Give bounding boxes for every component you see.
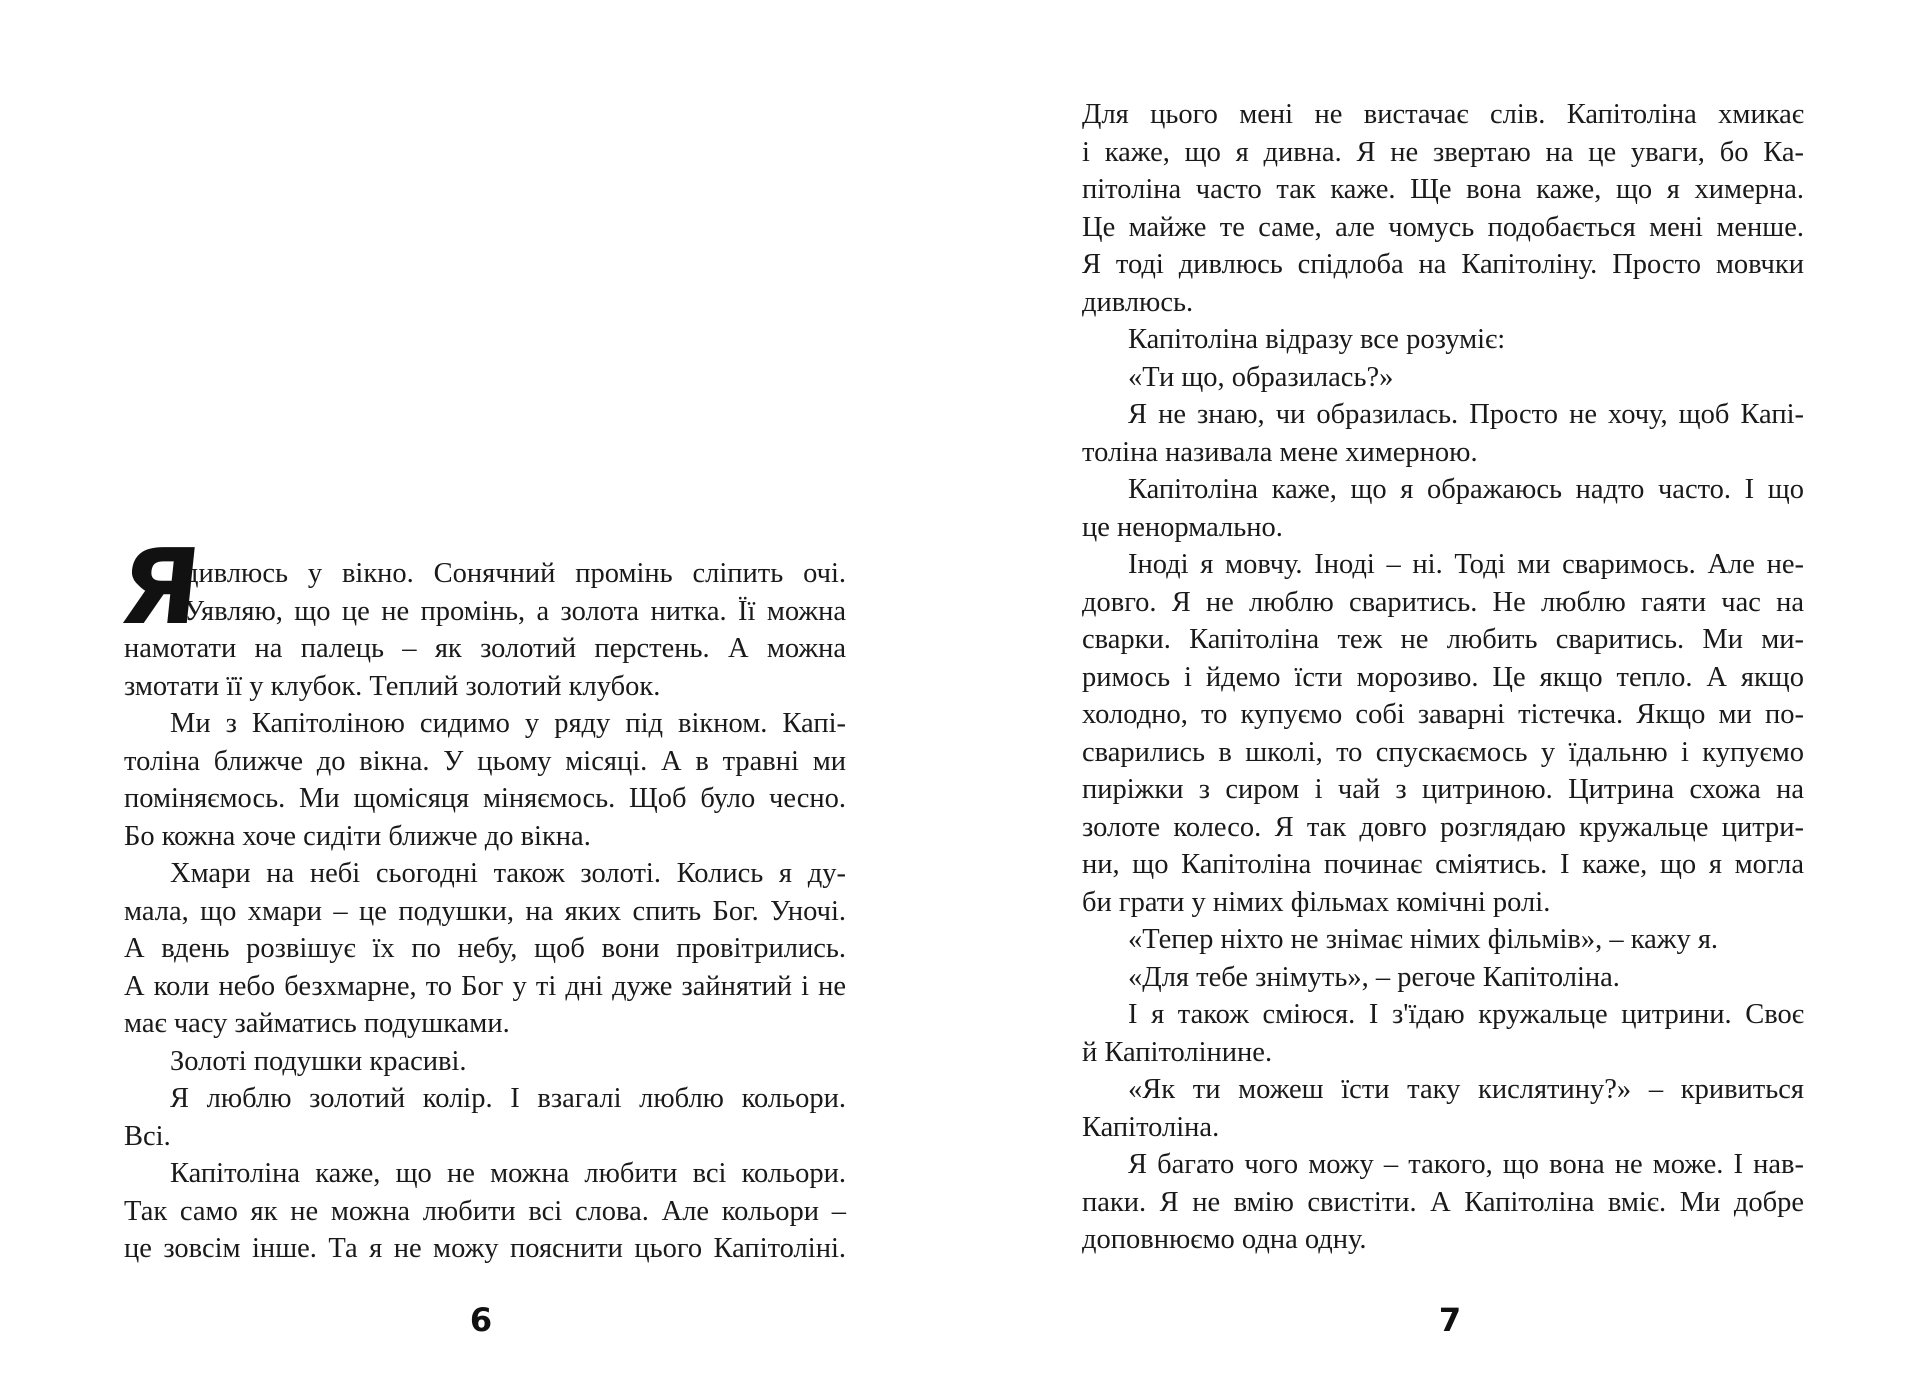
text-line: й Капітолінине. [1082, 1036, 1273, 1068]
text-line: Для цього мені не вистачає слів. Капітоліна хмикає [1082, 99, 1804, 130]
text-line: «Як ти можеш їсти таку кислятину?» – кривиться [1128, 1074, 1804, 1105]
text-line: і каже, що я дивна. Я не звертаю на це уваги, бо Ка- [1082, 136, 1804, 168]
text-line: довго. Я не люблю сваритись. Не люблю гаяти час на [1082, 586, 1804, 618]
text-line: Я люблю золотий колір. І взагалі люблю кольори. [170, 1083, 846, 1114]
text-line: Хмари на небі сьогодні також золоті. Колись я ду- [170, 858, 846, 889]
text-line: римось і йдемо їсти морозиво. Це якщо тепло. А якщо [1082, 661, 1804, 693]
text-line: паки. Я не вмію свистіти. А Капітоліна вміє. Ми добре [1082, 1186, 1804, 1218]
text-line: Іноді я мовчу. Іноді – ні. Тоді ми сваримось. Але не- [1128, 549, 1804, 580]
text-line: Я не знаю, чи образилась. Просто не хочу, щоб Капі- [1128, 399, 1804, 430]
text-line: сварились в школі, то спускаємось у їдальню і купуємо [1082, 736, 1804, 768]
text-line: Капітоліна каже, що я ображаюсь надто часто. І що [1128, 474, 1804, 505]
text-line: намотати на палець – як золотий перстень. А можна [124, 633, 846, 664]
text-line: толіна ближче до вікна. У цьому місяці. А в травні ми [124, 745, 846, 777]
text-line: пиріжки з сиром і чай з цитриною. Цитрина схожа на [1082, 774, 1804, 805]
text-line: Бо кожна хоче сидіти ближче до вікна. [124, 820, 591, 852]
text-line: змотати її у клубок. Теплий золотий клубок. [124, 670, 661, 702]
text-line: би грати у німих фільмах комічні ролі. [1082, 886, 1551, 918]
text-line: це ненормально. [1082, 511, 1283, 543]
text-line: «Тепер ніхто не знімає німих фільмів», – кажу я. [1128, 924, 1719, 955]
text-line: А коли небо безхмарне, то Бог у ті дні дуже зайнятий і не [124, 970, 846, 1002]
text-line: доповнюємо одна одну. [1082, 1224, 1367, 1255]
text-line: Капітоліна. [1082, 1111, 1220, 1143]
text-line: Золоті подушки красиві. [170, 1045, 467, 1077]
text-line: «Ти що, образилась?» [1128, 361, 1394, 393]
right-page [960, 0, 1920, 1394]
text-line: мала, що хмари – це подушки, на яких спить Бог. Уночі. [124, 895, 846, 927]
text-line: холодно, то купуємо собі заварні тістечка. Якщо ми по- [1082, 699, 1804, 730]
text-line: це зовсім інше. Та я не можу пояснити цього Капітоліні. [124, 1233, 846, 1264]
text-line: Капітоліна каже, що не можна любити всі кольори. [170, 1158, 846, 1189]
left-page-text [113, 526, 846, 1268]
text-line: Так само як не можна любити всі слова. Але кольори – [124, 1195, 846, 1227]
text-line: пітоліна часто так каже. Ще вона каже, що я химерна. [1082, 174, 1804, 205]
text-line: поміняємось. Ми щомісяця міняємось. Щоб було чесно. [124, 783, 846, 814]
text-line: Я багато чого можу – такого, що вона не може. І нав- [1128, 1149, 1804, 1180]
text-line: «Для тебе знімуть», – регоче Капітоліна. [1128, 961, 1620, 993]
text-line: дивлюсь. [1082, 286, 1194, 318]
text-line: Я тоді дивлюсь спідлоба на Капітоліну. Просто мовчки [1082, 249, 1804, 280]
text-line: дивлюсь у вікно. Сонячний промінь сліпить очі. [184, 558, 846, 589]
text-line: сварки. Капітоліна теж не любить сваритись. Ми ми- [1082, 624, 1804, 655]
text-line: Всі. [124, 1120, 171, 1152]
text-line: золоте колесо. Я так довго розглядаю кружальце цитри- [1082, 811, 1804, 843]
text-line: толіна називала мене химерною. [1082, 436, 1478, 468]
text-line: ни, що Капітоліна починає сміятись. І каже, що я могла [1082, 849, 1804, 880]
text-line: Ми з Капітоліною сидимо у ряду під вікном. Капі- [170, 708, 846, 739]
opening-paragraph [113, 526, 846, 705]
text-line: Це майже те саме, але чомусь подобається мені менше. [1082, 211, 1804, 243]
text-line: має часу займатись подушками. [124, 1008, 510, 1039]
page-number: 6 [469, 1301, 493, 1339]
text-line: А вдень розвішує їх по небу, щоб вони провітрились. [124, 933, 846, 964]
page-number: 7 [1438, 1301, 1462, 1339]
text-line: І я також сміюся. І з'їдаю кружальце цитрини. Своє [1128, 999, 1804, 1030]
drop-cap: Я [113, 526, 207, 648]
text-line: Уявляю, що це не промінь, а золота нитка. Її можна [184, 595, 846, 627]
right-page-text [1082, 96, 1804, 1259]
text-line: Капітоліна відразу все розуміє: [1128, 324, 1506, 355]
